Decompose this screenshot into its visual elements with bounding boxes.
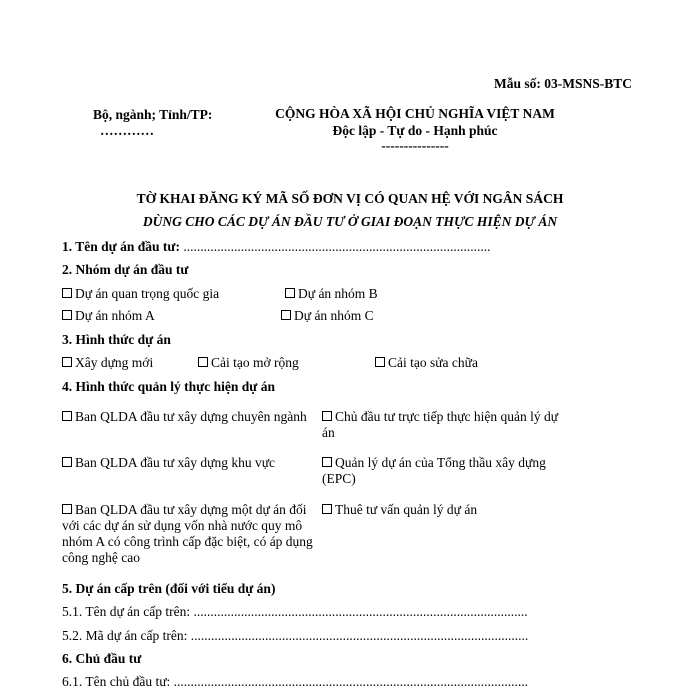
- section4-heading: 4. Hình thức quản lý thực hiện dự án: [62, 379, 275, 394]
- section6-heading: 6. Chủ đầu tư: [62, 651, 142, 666]
- option-label: Thuê tư vấn quản lý dự án: [335, 502, 478, 517]
- motto: Độc lập - Tự do - Hạnh phúc: [332, 123, 498, 138]
- checkbox[interactable]: [285, 288, 295, 298]
- project-name-line: [62, 239, 491, 255]
- checkbox[interactable]: [281, 310, 291, 320]
- section2-heading: 2. Nhóm dự án đầu tư: [62, 262, 189, 277]
- investor-name-field[interactable]: .........................................................................................................: [173, 674, 529, 689]
- checkbox[interactable]: [62, 457, 72, 467]
- option-label: Chủ đầu tư trực tiếp thực hiện quản lý dự án: [322, 409, 559, 440]
- ministry-dots: …………: [100, 123, 154, 138]
- option-label: Quản lý dự án của Tổng thầu xây dựng (EPC): [322, 455, 546, 486]
- checkbox[interactable]: [322, 411, 332, 421]
- ministry-label: Bộ, ngành; Tỉnh/TP:: [93, 107, 213, 122]
- section3-heading: 3. Hình thức dự án: [62, 332, 171, 347]
- option-expansion[interactable]: [198, 355, 299, 371]
- option-label: Dự án nhóm A: [75, 308, 155, 323]
- option-group-c[interactable]: [281, 308, 374, 324]
- checkbox[interactable]: [375, 357, 385, 367]
- option-single-project-board[interactable]: [62, 502, 317, 566]
- option-owner-direct[interactable]: [322, 409, 567, 441]
- option-consultant[interactable]: [322, 502, 567, 518]
- option-label: Ban QLDA đầu tư xây dựng khu vực: [75, 455, 276, 470]
- parent-project-code-line: [62, 628, 528, 644]
- parent-project-code-label: 5.2. Mã dự án cấp trên:: [62, 628, 188, 643]
- project-name-label: 1. Tên dự án đầu tư:: [62, 239, 180, 254]
- option-group-b[interactable]: [285, 286, 378, 302]
- option-label: Dự án nhóm B: [298, 286, 378, 301]
- checkbox[interactable]: [198, 357, 208, 367]
- option-repair[interactable]: [375, 355, 478, 371]
- country-name: CỘNG HÒA XÃ HỘI CHỦ NGHĨA VIỆT NAM: [275, 106, 555, 121]
- checkbox[interactable]: [322, 504, 332, 514]
- parent-project-code-field[interactable]: ....................................................................................................: [190, 628, 529, 643]
- investor-name-label: 6.1. Tên chủ đầu tư:: [62, 674, 171, 689]
- form-number: Mẫu số: 03-MSNS-BTC: [493, 76, 632, 91]
- option-specialized-board[interactable]: [62, 409, 307, 425]
- parent-project-name-line: [62, 604, 528, 620]
- option-label: Cải tạo mở rộng: [211, 355, 299, 370]
- option-new-build[interactable]: [62, 355, 153, 371]
- checkbox[interactable]: [62, 288, 72, 298]
- checkbox[interactable]: [322, 457, 332, 467]
- option-label: Dự án quan trọng quốc gia: [75, 286, 220, 301]
- option-epc[interactable]: [322, 455, 567, 487]
- parent-project-name-field[interactable]: ...................................................................................................: [193, 604, 528, 619]
- checkbox[interactable]: [62, 357, 72, 367]
- checkbox[interactable]: [62, 504, 72, 514]
- form-title: TỜ KHAI ĐĂNG KÝ MÃ SỐ ĐƠN VỊ CÓ QUAN HỆ VỚI NGÂN SÁCH: [136, 191, 564, 206]
- parent-project-name-label: 5.1. Tên dự án cấp trên:: [62, 604, 191, 619]
- option-label: Ban QLDA đầu tư xây dựng chuyên ngành: [75, 409, 307, 424]
- motto-rule: ---------------: [381, 138, 449, 153]
- project-name-field[interactable]: ...........................................................................................: [183, 239, 491, 254]
- option-label: Xây dựng mới: [75, 355, 154, 370]
- option-group-a[interactable]: [62, 308, 155, 324]
- option-national-project[interactable]: [62, 286, 219, 302]
- option-regional-board[interactable]: [62, 455, 317, 471]
- checkbox[interactable]: [62, 310, 72, 320]
- section5-heading: 5. Dự án cấp trên (đối với tiểu dự án): [62, 581, 276, 596]
- investor-name-line: [62, 674, 528, 690]
- option-label: Cải tạo sửa chữa: [388, 355, 478, 370]
- checkbox[interactable]: [62, 411, 72, 421]
- form-subtitle: DÙNG CHO CÁC DỰ ÁN ĐẦU TƯ Ở GIAI ĐOẠN THỰC HIỆN DỰ ÁN: [142, 214, 558, 229]
- option-label: Ban QLDA đầu tư xây dựng một dự án đối với các dự án sử dụng vốn nhà nước quy mô nhóm A có công trình cấp đặc biệt, có áp dụng công nghệ cao: [62, 502, 313, 565]
- option-label: Dự án nhóm C: [294, 308, 374, 323]
